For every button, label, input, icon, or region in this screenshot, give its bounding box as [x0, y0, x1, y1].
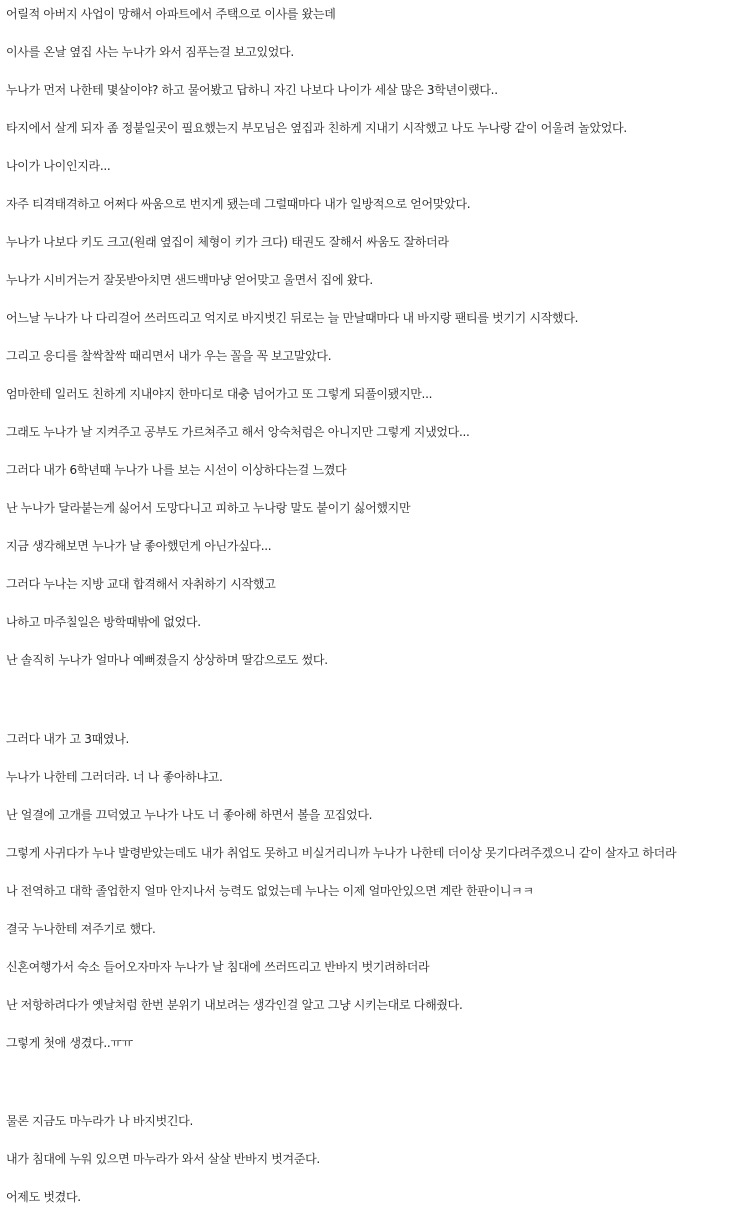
- post-line: 물론 지금도 마누라가 나 바지벗긴다.: [6, 1114, 193, 1128]
- post-line: 내가 침대에 누워 있으면 마누라가 와서 살살 반바지 벗겨준다.: [6, 1152, 320, 1166]
- post-line: 어제도 벗겼다.: [6, 1190, 81, 1204]
- post-line: 지금 생각해보면 누나가 날 좋아했던게 아닌가싶다...: [6, 539, 272, 553]
- post-line: 신혼여행가서 숙소 들어오자마자 누나가 날 침대에 쓰러뜨리고 반바지 벗기려하더라: [6, 960, 430, 974]
- post-line: 나 전역하고 대학 졸업한지 얼마 안지나서 능력도 없었는데 누나는 이제 얼마안있으면 계란 한판이니ㅋㅋ: [6, 884, 534, 898]
- post-line: 그리고 응디를 찰싹찰싹 때리면서 내가 우는 꼴을 꼭 보고말았다.: [6, 349, 332, 363]
- post-line: 난 누나가 달라붙는게 싫어서 도망다니고 피하고 누나랑 말도 붙이기 싫어했지만: [6, 501, 411, 515]
- post-line: 그래도 누나가 날 지켜주고 공부도 가르쳐주고 해서 앙숙처럼은 아니지만 그렇게 지냈었다...: [6, 425, 470, 439]
- post-line: 그러다 내가 6학년때 누나가 나를 보는 시선이 이상하다는걸 느꼈다: [6, 463, 347, 477]
- post-line: 나하고 마주칠일은 방학때밖에 없었다.: [6, 615, 201, 629]
- post-line: 누나가 먼저 나한테 몇살이야? 하고 물어봤고 답하니 자긴 나보다 나이가 세살 많은 3학년이랬다..: [6, 83, 498, 97]
- post-line: 자주 티격태격하고 어쩌다 싸움으로 번지게 됐는데 그럴때마다 내가 일방적으로 얻어맞았다.: [6, 197, 471, 211]
- post-line: 어릴적 아버지 사업이 망해서 아파트에서 주택으로 이사를 왔는데: [6, 7, 336, 21]
- post-line: 타지에서 살게 되자 좀 정붙일곳이 필요했는지 부모님은 옆집과 친하게 지내기 시작했고 나도 누나랑 같이 어울려 놀았었다.: [6, 121, 627, 135]
- post-line: 난 얼결에 고개를 끄덕였고 누나가 나도 너 좋아해 하면서 볼을 꼬집었다.: [6, 808, 373, 822]
- post-line: 그렇게 사귀다가 누나 발령받았는데도 내가 취업도 못하고 비실거리니까 누나가 나한테 더이상 못기다려주겠으니 같이 살자고 하더라: [6, 846, 677, 860]
- post-line: 이사를 온날 옆집 사는 누나가 와서 짐푸는걸 보고있었다.: [6, 45, 294, 59]
- post-line: 결국 누나한테 져주기로 했다.: [6, 922, 156, 936]
- post-line: 그러다 내가 고 3때였나.: [6, 732, 130, 746]
- post-line: 난 솔직히 누나가 얼마나 예뻐졌을지 상상하며 딸감으로도 썼다.: [6, 653, 328, 667]
- post-line: 그러다 누나는 지방 교대 합격해서 자취하기 시작했고: [6, 577, 276, 591]
- post-line: 난 저항하려다가 옛날처럼 한번 분위기 내보려는 생각인걸 알고 그냥 시키는대로 다해줬다.: [6, 998, 463, 1012]
- post-line: 그렇게 첫애 생겼다..ㅠㅠ: [6, 1036, 133, 1050]
- post-line: 누나가 나보다 키도 크고(원래 옆집이 체형이 키가 크다) 태권도 잘해서 싸움도 잘하더라: [6, 235, 449, 249]
- post-line: 어느날 누나가 나 다리걸어 쓰러뜨리고 억지로 바지벗긴 뒤로는 늘 만날때마다 내 바지랑 팬티를 벗기기 시작했다.: [6, 311, 579, 325]
- post-line: 누나가 나한테 그러더라. 너 나 좋아하냐고.: [6, 770, 223, 784]
- post-line: 나이가 나이인지라...: [6, 159, 111, 173]
- post-line: 누나가 시비거는거 잘못받아치면 샌드백마냥 얻어맞고 울면서 집에 왔다.: [6, 273, 373, 287]
- post-line: 엄마한테 일러도 친하게 지내야지 한마디로 대충 넘어가고 또 그렇게 되풀이됐지만...: [6, 387, 433, 401]
